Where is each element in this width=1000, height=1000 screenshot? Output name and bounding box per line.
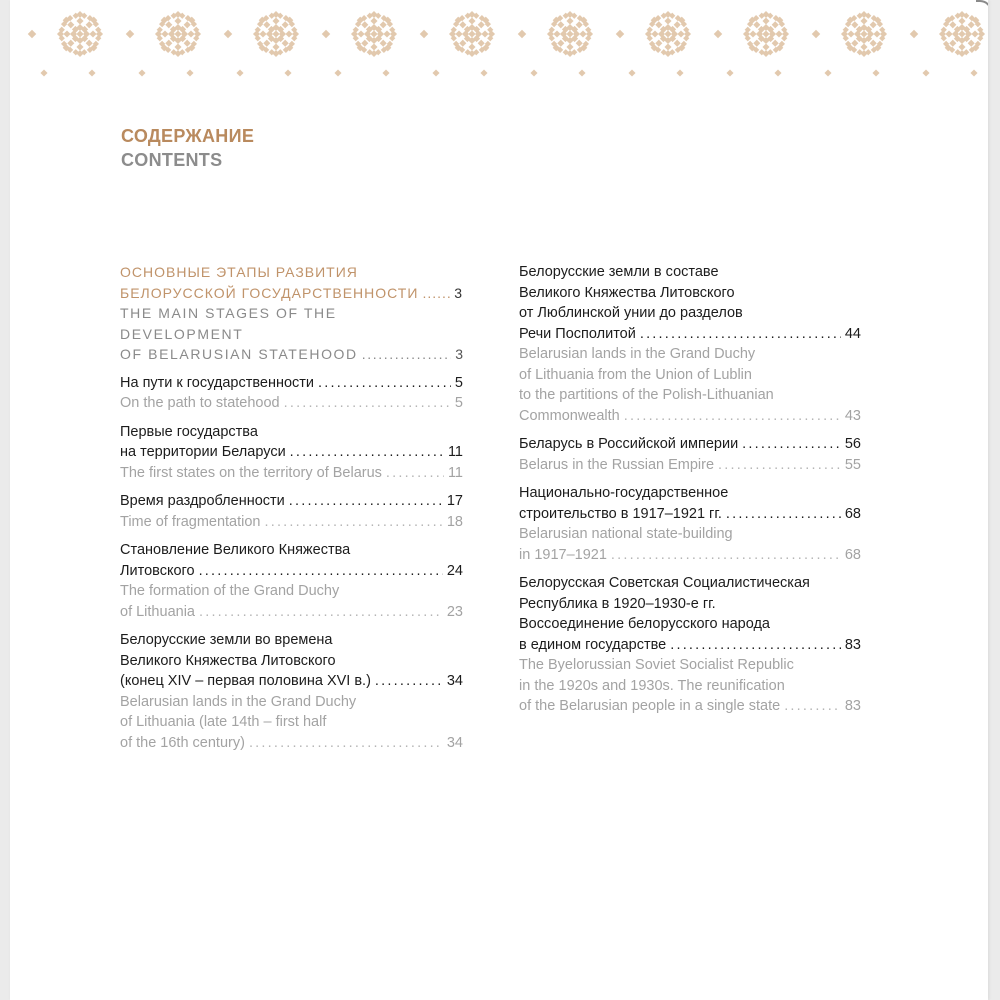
dot-leader: [386, 463, 444, 484]
entry-title-en: [120, 581, 463, 622]
entry-title-ru-line: Белорусская Советская Социалистическая: [519, 575, 810, 591]
entry-title-ru: [519, 262, 861, 344]
entry-title-ru: [120, 373, 463, 394]
dot-leader: [718, 455, 841, 476]
section-title-en: [120, 303, 463, 365]
heading-ru: СОДЕРЖАНИЕ: [121, 126, 255, 146]
page-number: 24: [446, 562, 463, 579]
entry-title-en-line: Time of fragmentation: [120, 513, 261, 530]
entry-title-ru-line: Речи Посполитой: [519, 325, 636, 342]
snowflake-ornament-icon: [10, 0, 988, 90]
toc-entry[interactable]: [519, 434, 861, 475]
page-number: 68: [844, 505, 861, 522]
dot-leader: [611, 545, 841, 566]
section-en-line: OF BELARUSIAN STATEHOOD: [120, 346, 358, 362]
entry-title-ru-line: строительство в 1917–1921 гг.: [519, 505, 722, 522]
dot-leader: [289, 491, 443, 512]
entry-title-ru-line: Воссоединение белорусского народа: [519, 616, 770, 632]
entry-title-en-line: of Lithuania: [120, 603, 195, 620]
section-ru-last-line: [120, 283, 463, 304]
entry-title-ru-line: Республика в 1920–1930-е гг.: [519, 595, 716, 612]
toc-entry[interactable]: [519, 262, 861, 426]
page-number: 5: [454, 374, 463, 391]
page-number: 44: [844, 325, 861, 342]
toc-entry[interactable]: [120, 373, 463, 414]
entry-title-en-line: On the path to statehood: [120, 395, 280, 411]
entry-title-ru: [120, 540, 463, 581]
entry-title-en-line: The first states on the territory of Belarus: [120, 464, 382, 481]
section-en-last-line: [120, 344, 463, 365]
page-number: 83: [844, 698, 861, 714]
entry-title-ru-last-line: [519, 635, 861, 656]
page-number: 3: [455, 346, 463, 362]
entry-title-ru-last-line: [519, 434, 861, 455]
entry-title-ru-line: Национально-государственное: [519, 485, 729, 501]
entry-title-en: [120, 393, 463, 414]
entry-title-en-line: in the 1920s and 1930s. The reunification: [519, 677, 785, 694]
entry-title-ru: [519, 483, 861, 524]
entry-title-en: [519, 655, 861, 717]
entry-title-en-last-line: [120, 602, 463, 623]
entry-title-en-last-line: [120, 733, 463, 754]
entry-title-ru-last-line: [120, 442, 463, 463]
entry-title-ru: [519, 434, 861, 455]
dot-leader: [199, 561, 443, 582]
dot-leader: [422, 283, 450, 304]
page-number: 17: [446, 493, 463, 509]
entry-title-en-line: The formation of the Grand Duchy: [120, 583, 340, 599]
entry-title-en-line: Commonwealth: [519, 407, 620, 424]
page-number: 68: [844, 546, 861, 563]
contents-heading: [121, 124, 254, 172]
entry-title-ru-line: Первые государства: [120, 423, 258, 440]
toc-entry[interactable]: [519, 573, 861, 717]
dot-leader: [290, 442, 444, 463]
toc-entry[interactable]: [519, 483, 861, 565]
entry-title-en-last-line: [519, 406, 861, 427]
entry-title-en: [519, 455, 861, 476]
entry-title-ru-last-line: [519, 504, 861, 525]
entry-title-en-last-line: [120, 463, 463, 484]
toc-section-entry[interactable]: [120, 262, 463, 365]
toc-entry[interactable]: [120, 630, 463, 753]
dot-leader: [670, 635, 841, 656]
entry-title-en-last-line: [120, 512, 463, 533]
dot-leader: [249, 733, 443, 754]
dot-leader: [362, 344, 451, 365]
entry-title-ru-last-line: [120, 561, 463, 582]
entry-title-en-line: Belarusian national state-building: [519, 526, 733, 542]
entry-title-ru-line: от Люблинской унии до разделов: [519, 305, 743, 321]
dot-leader: [624, 406, 841, 427]
page-curl-icon: [976, 0, 988, 16]
heading-en: CONTENTS: [121, 150, 223, 170]
section-title-ru: [120, 262, 463, 303]
entry-title-ru-line: Белорусские земли в составе: [519, 264, 719, 280]
entry-title-ru: [519, 573, 861, 655]
entry-title-en-line: in 1917–1921: [519, 546, 607, 563]
page-number: 43: [844, 407, 861, 424]
entry-title-ru: [120, 422, 463, 463]
entry-title-ru-last-line: [120, 671, 463, 692]
dot-leader: [265, 512, 443, 533]
entry-title-ru-line: Время раздробленности: [120, 493, 285, 509]
folk-ornament-border: [10, 0, 988, 90]
toc-right-column: [519, 262, 861, 725]
entry-title-en-last-line: [120, 393, 463, 414]
page-number: 5: [454, 395, 463, 411]
entry-title-en-line: to the partitions of the Polish-Lithuanian: [519, 387, 774, 403]
entry-title-en: [120, 463, 463, 484]
page-number: 11: [447, 464, 463, 481]
left-entry-list: [120, 373, 463, 754]
entry-title-en-last-line: [519, 455, 861, 476]
toc-entry[interactable]: [120, 540, 463, 622]
dot-leader: [318, 373, 451, 394]
entry-title-en: [120, 692, 463, 754]
entry-title-ru-line: на территории Беларуси: [120, 444, 286, 460]
right-entry-list: [519, 262, 861, 717]
toc-left-column: [120, 262, 463, 761]
entry-title-en-line: of Lithuania (late 14th – first half: [120, 714, 327, 730]
section-en-line: THE MAIN STAGES OF THE DEVELOPMENT: [120, 305, 337, 342]
dot-leader: [199, 602, 443, 623]
section-ru-line: БЕЛОРУССКОЙ ГОСУДАРСТВЕННОСТИ: [120, 284, 419, 301]
entry-title-ru-line: На пути к государственности: [120, 374, 315, 391]
entry-title-en-last-line: [519, 696, 861, 717]
page-number: 11: [447, 444, 463, 460]
dot-leader: [375, 671, 443, 692]
page-number: 34: [446, 734, 463, 751]
page-number: 55: [844, 456, 861, 473]
entry-title-en-line: Belarusian lands in the Grand Duchy: [120, 693, 357, 710]
toc-entry[interactable]: [120, 422, 463, 484]
entry-title-en-line: of the Belarusian people in a single state: [519, 698, 781, 714]
entry-title-ru-line: Великого Княжества Литовского: [519, 284, 735, 301]
page-number: 56: [844, 436, 861, 452]
entry-title-en-line: of Lithuania from the Union of Lublin: [519, 366, 752, 383]
page-number: 18: [446, 513, 463, 530]
entry-title-ru-line: Литовского: [120, 562, 195, 579]
page-number: 83: [844, 636, 861, 653]
dot-leader: [784, 696, 841, 717]
entry-title-en: [120, 512, 463, 533]
section-ru-line: ОСНОВНЫЕ ЭТАПЫ РАЗВИТИЯ: [120, 264, 358, 280]
entry-title-en: [519, 524, 861, 565]
entry-title-ru: [120, 630, 463, 692]
toc-entry[interactable]: [120, 491, 463, 532]
entry-title-ru-line: Беларусь в Российской империи: [519, 436, 739, 452]
entry-title-en: [519, 344, 861, 426]
page-number: 3: [454, 284, 463, 301]
entry-title-en-last-line: [519, 545, 861, 566]
dot-leader: [726, 504, 841, 525]
entry-title-ru-line: (конец XIV – первая половина XVI в.): [120, 673, 371, 689]
dot-leader: [640, 324, 841, 345]
page-number: 34: [446, 673, 463, 689]
entry-title-ru-line: Становление Великого Княжества: [120, 542, 351, 558]
entry-title-ru-last-line: [120, 373, 463, 394]
entry-title-ru-line: в едином государстве: [519, 636, 667, 653]
entry-title-ru-line: Белорусские земли во времена: [120, 632, 333, 648]
entry-title-en-line: The Byelorussian Soviet Socialist Republic: [519, 657, 794, 673]
entry-title-en-line: Belarusian lands in the Grand Duchy: [519, 346, 756, 362]
entry-title-ru: [120, 491, 463, 512]
entry-title-en-line: of the 16th century): [120, 734, 245, 751]
entry-title-ru-line: Великого Княжества Литовского: [120, 652, 336, 669]
page-number: 23: [446, 603, 463, 620]
entry-title-ru-last-line: [519, 324, 861, 345]
contents-page: [10, 0, 988, 1000]
entry-title-ru-last-line: [120, 491, 463, 512]
entry-title-en-line: Belarus in the Russian Empire: [519, 456, 715, 473]
dot-leader: [742, 434, 841, 455]
dot-leader: [284, 393, 451, 414]
